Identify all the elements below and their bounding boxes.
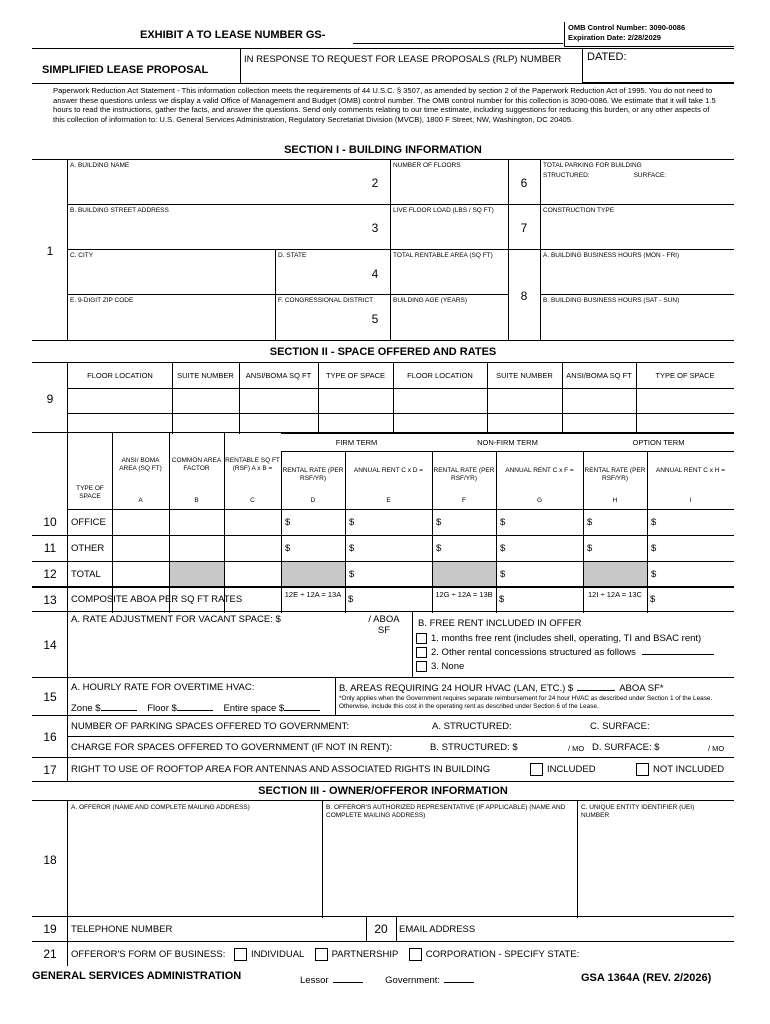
- included-label: INCLUDED: [547, 764, 596, 776]
- checkbox[interactable]: [416, 661, 427, 672]
- dollar-sign: $: [500, 569, 506, 580]
- parking-surface-label[interactable]: C. SURFACE:: [590, 721, 650, 732]
- composite-13a: 12E ÷ 12A = 13A: [284, 590, 342, 599]
- section-1-title: SECTION I - BUILDING INFORMATION: [284, 144, 482, 156]
- option-term-header: OPTION TERM: [632, 438, 685, 447]
- offeror-label: A. OFFEROR (NAME AND COMPLETE MAILING ADDRESS): [71, 804, 250, 811]
- row-label: OFFICE: [71, 517, 106, 528]
- rate-header-0: TYPE OF SPACE: [76, 485, 104, 500]
- free-rent-option-2[interactable]: [416, 647, 714, 658]
- dated-field[interactable]: [582, 48, 734, 83]
- rate-cell[interactable]: [346, 510, 432, 535]
- uei-label: C. UNIQUE ENTITY IDENTIFIER (UEI) NUMBER: [581, 804, 695, 819]
- rate-cell[interactable]: [648, 510, 734, 535]
- row-6-number: 6: [520, 176, 528, 190]
- rate-cell[interactable]: [225, 562, 281, 587]
- city-field[interactable]: [70, 252, 270, 292]
- row-21-number: 21: [43, 947, 57, 961]
- building-name-field[interactable]: [70, 162, 388, 202]
- space-cell[interactable]: [562, 388, 636, 413]
- shaded-cell: [170, 562, 224, 587]
- rate-header-6: RENTAL RATE (PER RSF/YR): [433, 467, 495, 482]
- city-label: C. CITY: [70, 252, 94, 259]
- dollar-sign: $: [587, 517, 593, 528]
- partnership-label: PARTNERSHIP: [331, 949, 399, 961]
- composite-13b-dollar: $: [499, 594, 505, 605]
- row-19-number: 19: [43, 922, 57, 936]
- lease-number-field[interactable]: [353, 24, 563, 44]
- col-letter: C: [250, 497, 255, 504]
- row-15-number: 15: [43, 690, 57, 704]
- rate-cell[interactable]: [346, 536, 432, 561]
- col-header-4: FLOOR LOCATION: [407, 371, 473, 380]
- expiration-date: Expiration Date: 2/28/2029: [568, 33, 661, 42]
- entire-space-label: Entire space $: [223, 703, 285, 714]
- space-cell[interactable]: [172, 388, 239, 413]
- hvac-footnote: *Only applies when the Government requires separate reimbursement for 24 hour HVAC as described under Section 1 of the Lease. Otherwise, include this cost in the operating rent as described under Section 6 of the Lease.: [339, 695, 713, 710]
- dated-label: DATED:: [587, 51, 627, 63]
- row-3-number: 3: [371, 221, 379, 235]
- aboa-sf-label: / ABOA SF: [368, 614, 400, 636]
- section-2-title: SECTION II - SPACE OFFERED AND RATES: [269, 346, 497, 358]
- space-cell[interactable]: [487, 388, 562, 413]
- rate-cell[interactable]: [282, 536, 345, 561]
- building-name-label: A. BUILDING NAME: [70, 162, 130, 169]
- rate-cell[interactable]: [113, 510, 169, 535]
- row-8-number: 8: [520, 289, 528, 303]
- nonfirm-term-header: NON-FIRM TERM: [477, 438, 538, 447]
- corporation-label: CORPORATION - SPECIFY STATE:: [425, 949, 580, 961]
- rate-cell[interactable]: [648, 536, 734, 561]
- lessor-initials-field[interactable]: [333, 974, 363, 983]
- dollar-sign: $: [587, 543, 593, 554]
- street-address-label: B. BUILDING STREET ADDRESS: [70, 207, 169, 214]
- space-cell[interactable]: [68, 388, 172, 413]
- dollar-sign: $: [349, 569, 355, 580]
- row-16-number: 16: [43, 730, 57, 744]
- col-header-5: SUITE NUMBER: [496, 371, 553, 380]
- rate-header-3: RENTABLE SQ FT (RSF) A x B =: [225, 457, 280, 472]
- rate-header-9: ANNUAL RENT C x H =: [655, 467, 726, 474]
- dollar-sign: $: [436, 517, 442, 528]
- rooftop-not-included[interactable]: [636, 763, 724, 776]
- representative-field[interactable]: [326, 804, 574, 914]
- rate-cell[interactable]: [497, 510, 583, 535]
- shaded-cell: [282, 562, 345, 587]
- parking-field[interactable]: [543, 162, 731, 202]
- business-form-label: OFFEROR'S FORM OF BUSINESS:: [71, 949, 226, 961]
- construction-label: CONSTRUCTION TYPE: [543, 207, 615, 214]
- zip-code-label: E. 9-DIGIT ZIP CODE: [70, 297, 134, 304]
- rooftop-included[interactable]: [530, 763, 596, 776]
- shaded-cell: [433, 562, 496, 587]
- hours-a-label: A. BUILDING BUSINESS HOURS (MON - FRI): [543, 252, 680, 259]
- structured-label: STRUCTURED:: [543, 172, 590, 179]
- form-number: GSA 1364A (REV. 2/2026): [581, 972, 712, 984]
- congressional-district-field[interactable]: [278, 297, 378, 337]
- rentable-label: TOTAL RENTABLE AREA (SQ FT): [393, 252, 493, 259]
- dollar-sign: $: [500, 543, 506, 554]
- hvac-24hr: [339, 682, 664, 694]
- rate-header-8: RENTAL RATE (PER RSF/YR): [584, 467, 646, 482]
- zone-field[interactable]: [101, 702, 137, 711]
- row-12-number: 12: [43, 567, 57, 581]
- charge-structured-unit: / MO: [568, 744, 585, 753]
- parking-charge-label: CHARGE FOR SPACES OFFERED TO GOVERNMENT (IF NOT IN RENT):: [71, 742, 393, 753]
- rentable-area-field[interactable]: [393, 252, 505, 292]
- rate-header-1: ANSI/ BOMA AREA (SQ FT): [119, 457, 162, 472]
- row-11-number: 11: [43, 541, 57, 555]
- entire-space-field[interactable]: [284, 702, 320, 711]
- vacant-rate-label: A. RATE ADJUSTMENT FOR VACANT SPACE: $: [71, 614, 281, 625]
- col-letter: D: [310, 497, 316, 504]
- hours-weekend-field[interactable]: [543, 297, 731, 337]
- row-5-number: 5: [371, 312, 379, 326]
- floor-field[interactable]: [177, 702, 213, 711]
- dollar-sign: $: [349, 543, 355, 554]
- email-label: EMAIL ADDRESS: [399, 924, 476, 935]
- hours-b-label: B. BUILDING BUSINESS HOURS (SAT - SUN): [543, 297, 680, 304]
- rate-cell[interactable]: [433, 536, 496, 561]
- rate-cell[interactable]: [113, 536, 169, 561]
- exhibit-title: EXHIBIT A TO LEASE NUMBER GS-: [140, 29, 326, 41]
- dollar-sign: $: [500, 517, 506, 528]
- rooftop-label: RIGHT TO USE OF ROOFTOP AREA FOR ANTENNAS AND ASSOCIATED RIGHTS IN BUILDING: [71, 764, 491, 775]
- space-cell[interactable]: [239, 388, 318, 413]
- hvac-24hr-unit: ABOA SF*: [619, 683, 664, 694]
- row-14-number: 14: [43, 638, 57, 652]
- rate-cell[interactable]: [282, 510, 345, 535]
- omb-number: OMB Control Number: 3090-0086: [568, 23, 686, 32]
- checkbox[interactable]: [409, 948, 422, 961]
- gsa-label: GENERAL SERVICES ADMINISTRATION: [32, 970, 242, 982]
- form-partnership[interactable]: [315, 949, 399, 960]
- col-header-0: FLOOR LOCATION: [87, 371, 153, 380]
- rate-cell[interactable]: [648, 562, 734, 587]
- charge-structured-label[interactable]: B. STRUCTURED: $: [430, 742, 518, 753]
- row-10-number: 10: [43, 515, 57, 529]
- free-rent-option-3[interactable]: [416, 661, 464, 672]
- col-header-7: TYPE OF SPACE: [655, 371, 715, 380]
- rate-header-7: ANNUAL RENT C x F =: [505, 467, 574, 474]
- charge-surface-unit: / MO: [708, 744, 725, 753]
- rate-cell[interactable]: [584, 536, 647, 561]
- age-label: BUILDING AGE (YEARS): [393, 297, 468, 304]
- space-cell[interactable]: [318, 388, 393, 413]
- dollar-sign: $: [436, 543, 442, 554]
- telephone-field[interactable]: [71, 924, 391, 935]
- government-label: Government:: [385, 975, 441, 986]
- representative-label: B. OFFEROR'S AUTHORIZED REPRESENTATIVE (IF APPLICABLE) (NAME AND COMPLETE MAILING ADDRESS): [326, 804, 566, 819]
- hours-weekday-field[interactable]: [543, 252, 731, 292]
- rate-cell[interactable]: [497, 536, 583, 561]
- rate-header-2: COMMON AREA FACTOR: [171, 457, 222, 472]
- space-cell[interactable]: [636, 388, 734, 413]
- form-title: SIMPLIFIED LEASE PROPOSAL: [42, 64, 209, 76]
- email-field[interactable]: [399, 924, 729, 935]
- floor-load-field[interactable]: [393, 207, 505, 247]
- individual-label: INDIVIDUAL: [251, 949, 304, 961]
- telephone-label: TELEPHONE NUMBER: [71, 924, 173, 935]
- col-header-2: ANSI/BOMA SQ FT: [245, 371, 312, 380]
- rate-cell[interactable]: [113, 562, 169, 587]
- composite-label: COMPOSITE ABOA PER SQ FT RATES: [71, 594, 243, 605]
- charge-surface-label[interactable]: D. SURFACE: $: [592, 742, 660, 753]
- col-letter: I: [689, 497, 692, 504]
- row-1-number: 1: [46, 244, 54, 258]
- surface-label: SURFACE:: [633, 172, 667, 179]
- space-cell[interactable]: [393, 388, 487, 413]
- rate-cell[interactable]: [170, 510, 224, 535]
- row-4-number: 4: [371, 267, 379, 281]
- shaded-cell: [584, 562, 647, 587]
- row-7-number: 7: [520, 221, 528, 235]
- option-3-label: 3. None: [431, 661, 465, 673]
- checkbox[interactable]: [530, 763, 543, 776]
- parking-structured-label[interactable]: A. STRUCTURED:: [432, 721, 512, 732]
- col-letter: E: [386, 497, 391, 504]
- col-letter: F: [462, 497, 466, 504]
- dollar-sign: $: [349, 517, 355, 528]
- zip-code-field[interactable]: [70, 297, 270, 337]
- col-letter: G: [536, 497, 543, 504]
- row-13-number: 13: [43, 593, 57, 607]
- lessor-label: Lessor: [300, 975, 329, 986]
- overtime-hvac-label: A. HOURLY RATE FOR OVERTIME HVAC:: [71, 682, 255, 693]
- initials: [300, 974, 474, 986]
- dollar-sign: $: [285, 543, 291, 554]
- dollar-sign: $: [285, 517, 291, 528]
- hvac-24hr-field[interactable]: [577, 682, 615, 691]
- paperwork-statement: Paperwork Reduction Act Statement - This information collection meets the requirements of 44 U.S.C. § 3507, as amended by section 2 of the Paperwork Reduction Act of 1995. You do not need to answer these questions unless we display a valid Office of Management and Budget (OMB) control number. The OMB control number for this collection is 3090-0086. We estimate that it will take 1.5 hours to read the instructions, gather the facts, and answer the questions. Send only comments relating to our time estimate, including suggestions for reducing this burden, or any other aspects of this collection of information to: U.S. General Services Administration, Regulatory Secretariat Division (MVCB), 1800 F Street, NW, Washington, DC 20405.: [53, 86, 716, 124]
- col-letter: H: [612, 497, 618, 504]
- checkbox[interactable]: [636, 763, 649, 776]
- hvac-24hr-label: B. AREAS REQUIRING 24 HOUR HVAC (LAN, ETC.) $: [339, 683, 574, 694]
- col-letter: B: [194, 497, 199, 504]
- not-included-label: NOT INCLUDED: [653, 764, 725, 776]
- checkbox[interactable]: [416, 647, 427, 658]
- rate-header-5: ANNUAL RENT C x D =: [353, 467, 424, 474]
- congressional-district-label: F. CONGRESSIONAL DISTRICT: [278, 297, 374, 304]
- row-9-number: 9: [46, 392, 54, 406]
- number-of-floors-field[interactable]: [393, 162, 505, 202]
- composite-13b: 12G ÷ 12A = 13B: [435, 590, 493, 599]
- form-corporation[interactable]: [409, 949, 579, 960]
- checkbox[interactable]: [416, 633, 427, 644]
- row-label: OTHER: [71, 543, 105, 554]
- business-form: [71, 948, 579, 961]
- zone-label: Zone $: [71, 703, 101, 714]
- parking-label: TOTAL PARKING FOR BUILDING: [543, 162, 642, 169]
- concessions-field[interactable]: [642, 647, 714, 655]
- omb-box: [564, 22, 734, 47]
- row-label: TOTAL: [71, 569, 101, 580]
- floor-label: Floor $: [147, 703, 177, 714]
- rate-header-4: RENTAL RATE (PER RSF/YR): [282, 467, 344, 482]
- rate-cell[interactable]: [346, 562, 432, 587]
- col-header-1: SUITE NUMBER: [177, 371, 234, 380]
- form-individual[interactable]: [234, 949, 304, 960]
- dollar-sign: $: [651, 569, 657, 580]
- composite-13c: 12I ÷ 12A = 13C: [588, 590, 642, 599]
- rate-cell[interactable]: [170, 536, 224, 561]
- option-1-label: 1. months free rent (includes shell, operating, TI and BSAC rent): [431, 633, 702, 645]
- col-letter: A: [138, 497, 143, 504]
- free-rent-label: B. FREE RENT INCLUDED IN OFFER: [418, 618, 582, 629]
- checkbox[interactable]: [234, 948, 247, 961]
- parking-offered-label: NUMBER OF PARKING SPACES OFFERED TO GOVERNMENT:: [71, 721, 350, 732]
- load-label: LIVE FLOOR LOAD (LBS / SQ FT): [393, 207, 494, 214]
- firm-term-header: FIRM TERM: [335, 438, 378, 447]
- street-address-field[interactable]: [70, 207, 388, 247]
- col-header-3: TYPE OF SPACE: [325, 371, 386, 380]
- overtime-rates: [71, 702, 320, 714]
- composite-13a-dollar: $: [348, 594, 354, 605]
- construction-type-field[interactable]: [543, 207, 731, 247]
- rate-cell[interactable]: [497, 562, 583, 587]
- composite-13c-dollar: $: [650, 594, 656, 605]
- state-label: D. STATE: [278, 252, 307, 259]
- row-18-number: 18: [43, 853, 57, 867]
- floors-label: NUMBER OF FLOORS: [393, 162, 461, 169]
- row-2-number: 2: [371, 176, 379, 190]
- checkbox[interactable]: [315, 948, 328, 961]
- row-17-number: 17: [43, 763, 57, 777]
- uei-field[interactable]: [581, 804, 701, 914]
- rate-cell[interactable]: [225, 510, 281, 535]
- free-rent-option-1[interactable]: [416, 633, 701, 644]
- row-20-number: 20: [374, 922, 388, 936]
- option-2-label: 2. Other rental concessions structured as follows: [431, 647, 636, 659]
- col-header-6: ANSI/BOMA SQ FT: [566, 371, 632, 380]
- rate-cell[interactable]: [225, 536, 281, 561]
- building-age-field[interactable]: [393, 297, 505, 337]
- section-3-title: SECTION III - OWNER/OFFEROR INFORMATION: [258, 785, 508, 797]
- rate-cell[interactable]: [433, 510, 496, 535]
- dollar-sign: $: [651, 517, 657, 528]
- rate-cell[interactable]: [584, 510, 647, 535]
- offeror-address-field[interactable]: [71, 804, 319, 914]
- rlp-label: IN RESPONSE TO REQUEST FOR LEASE PROPOSALS (RLP) NUMBER: [244, 54, 562, 65]
- government-initials-field[interactable]: [444, 974, 474, 983]
- dollar-sign: $: [651, 543, 657, 554]
